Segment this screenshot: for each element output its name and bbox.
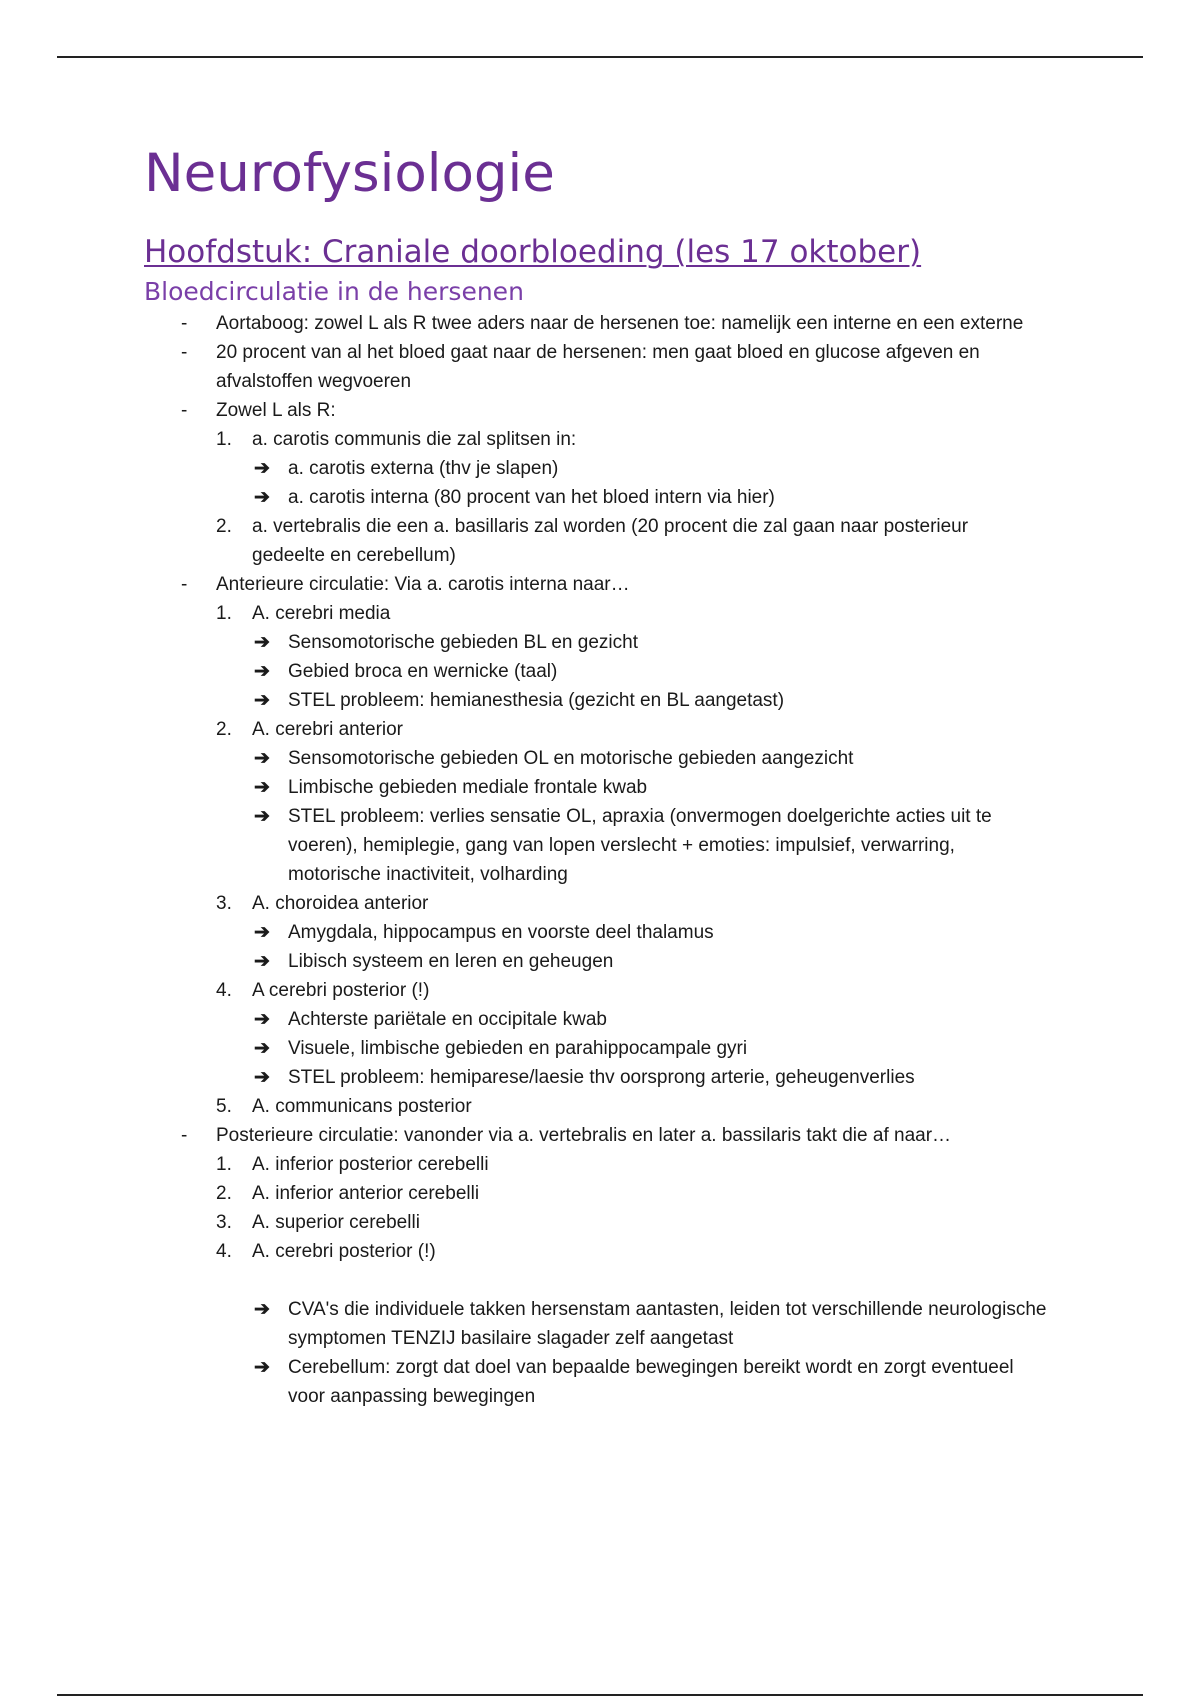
header-rule — [57, 56, 1143, 58]
numbered-item — [0, 976, 1200, 1005]
arrow-text: Gebied broca en wernicke (taal) — [288, 661, 558, 682]
list-number: 1. — [216, 603, 232, 624]
arrow-text: Libisch systeem en leren en geheugen — [288, 951, 614, 972]
numbered-text: A. cerebri posterior (!) — [252, 1241, 436, 1262]
footer-rule — [57, 1694, 1143, 1696]
arrow-item — [0, 657, 1200, 686]
list-number: 4. — [216, 980, 232, 1001]
arrow-text: Sensomotorische gebieden BL en gezicht — [288, 632, 638, 653]
bullet-text: Aortaboog: zowel L als R twee aders naar de hersenen toe: namelijk een interne en een externe — [216, 313, 1024, 334]
arrow-text: Amygdala, hippocampus en voorste deel thalamus — [288, 922, 714, 943]
numbered-text: a. vertebralis die een a. basillaris zal worden (20 procent die zal gaan naar posterieur gedeelte en cerebellum) — [252, 516, 969, 566]
numbered-text: a. carotis communis die zal splitsen in: — [252, 429, 577, 450]
list-number: 3. — [216, 893, 232, 914]
list-number: 1. — [216, 429, 232, 450]
bullet-item — [0, 1121, 1200, 1150]
arrow-right-icon: ➔ — [254, 1299, 270, 1320]
arrow-item — [0, 802, 1200, 889]
numbered-item — [0, 1092, 1200, 1121]
chapter-title: Hoofdstuk: Craniale doorbloeding (les 17 oktober) — [144, 234, 922, 270]
arrow-text: a. carotis interna (80 procent van het bloed intern via hier) — [288, 487, 775, 508]
arrow-text: Visuele, limbische gebieden en parahippocampale gyri — [288, 1038, 748, 1059]
arrow-item — [0, 483, 1200, 512]
arrow-right-icon: ➔ — [254, 1009, 270, 1030]
arrow-item — [0, 918, 1200, 947]
numbered-item — [0, 1237, 1200, 1266]
arrow-text: CVA's die individuele takken hersenstam aantasten, leiden tot verschillende neurologische symptomen TENZIJ basilaire slagader zelf aangetast — [288, 1299, 1047, 1349]
arrow-item — [0, 744, 1200, 773]
arrow-right-icon: ➔ — [254, 777, 270, 798]
arrow-item — [0, 454, 1200, 483]
arrow-right-icon: ➔ — [254, 806, 270, 827]
arrow-text: Limbische gebieden mediale frontale kwab — [288, 777, 648, 798]
arrow-text: Cerebellum: zorgt dat doel van bepaalde bewegingen bereikt wordt en zorgt eventueel voor aanpassing bewegingen — [288, 1357, 1014, 1407]
arrow-text: a. carotis externa (thv je slapen) — [288, 458, 559, 479]
numbered-item — [0, 715, 1200, 744]
bullet-text: 20 procent van al het bloed gaat naar de hersenen: men gaat bloed en glucose afgeven en afvalstoffen wegvoeren — [216, 342, 980, 392]
numbered-text: A. inferior anterior cerebelli — [252, 1183, 480, 1204]
arrow-text: STEL probleem: hemianesthesia (gezicht en BL aangetast) — [288, 690, 785, 711]
numbered-text: A. choroidea anterior — [252, 893, 429, 914]
dash-bullet-icon: - — [181, 1125, 188, 1146]
numbered-item — [0, 512, 1200, 570]
numbered-item — [0, 599, 1200, 628]
numbered-item — [0, 889, 1200, 918]
numbered-text: A. cerebri media — [252, 603, 391, 624]
document-body — [0, 309, 1200, 1411]
numbered-item — [0, 1208, 1200, 1237]
numbered-text: A. inferior posterior cerebelli — [252, 1154, 489, 1175]
arrow-item — [0, 628, 1200, 657]
dash-bullet-icon: - — [181, 574, 188, 595]
numbered-text: A. communicans posterior — [252, 1096, 472, 1117]
arrow-right-icon: ➔ — [254, 1357, 270, 1378]
arrow-item — [0, 686, 1200, 715]
list-number: 2. — [216, 1183, 232, 1204]
arrow-item — [0, 947, 1200, 976]
arrow-item — [0, 1005, 1200, 1034]
numbered-text: A. cerebri anterior — [252, 719, 404, 740]
bullet-item — [0, 396, 1200, 425]
list-number: 2. — [216, 516, 232, 537]
arrow-right-icon: ➔ — [254, 632, 270, 653]
page-title: Neurofysiologie — [144, 143, 555, 204]
numbered-text: A cerebri posterior (!) — [252, 980, 430, 1001]
numbered-text: A. superior cerebelli — [252, 1212, 420, 1233]
arrow-item — [0, 1295, 1200, 1353]
bullet-text: Posterieure circulatie: vanonder via a. vertebralis en later a. bassilaris takt die af naar… — [216, 1125, 952, 1146]
arrow-right-icon: ➔ — [254, 951, 270, 972]
bullet-item — [0, 570, 1200, 599]
spacer — [0, 1266, 1200, 1295]
dash-bullet-icon: - — [181, 313, 188, 334]
list-number: 3. — [216, 1212, 232, 1233]
bullet-text: Zowel L als R: — [216, 400, 336, 421]
numbered-item — [0, 1179, 1200, 1208]
section-title: Bloedcirculatie in de hersenen — [144, 277, 524, 306]
arrow-right-icon: ➔ — [254, 487, 270, 508]
arrow-item — [0, 1353, 1200, 1411]
list-number: 5. — [216, 1096, 232, 1117]
arrow-item — [0, 1034, 1200, 1063]
bullet-text: Anterieure circulatie: Via a. carotis interna naar… — [216, 574, 630, 595]
arrow-text: Sensomotorische gebieden OL en motorische gebieden aangezicht — [288, 748, 854, 769]
arrow-right-icon: ➔ — [254, 458, 270, 479]
arrow-text: STEL probleem: verlies sensatie OL, apraxia (onvermogen doelgerichte acties uit te voeren), hemiplegie, gang van lopen verslecht + emoties: impulsief, verwarring, motorische inactiviteit, volharding — [288, 806, 992, 885]
list-number: 4. — [216, 1241, 232, 1262]
arrow-text: STEL probleem: hemiparese/laesie thv oorsprong arterie, geheugenverlies — [288, 1067, 915, 1088]
bullet-item — [0, 338, 1200, 396]
bullet-item — [0, 309, 1200, 338]
arrow-right-icon: ➔ — [254, 661, 270, 682]
list-number: 2. — [216, 719, 232, 740]
arrow-right-icon: ➔ — [254, 690, 270, 711]
dash-bullet-icon: - — [181, 342, 188, 363]
numbered-item — [0, 425, 1200, 454]
arrow-right-icon: ➔ — [254, 1038, 270, 1059]
arrow-item — [0, 773, 1200, 802]
list-number: 1. — [216, 1154, 232, 1175]
dash-bullet-icon: - — [181, 400, 188, 421]
arrow-text: Achterste pariëtale en occipitale kwab — [288, 1009, 607, 1030]
arrow-right-icon: ➔ — [254, 748, 270, 769]
numbered-item — [0, 1150, 1200, 1179]
arrow-item — [0, 1063, 1200, 1092]
arrow-right-icon: ➔ — [254, 1067, 270, 1088]
arrow-right-icon: ➔ — [254, 922, 270, 943]
